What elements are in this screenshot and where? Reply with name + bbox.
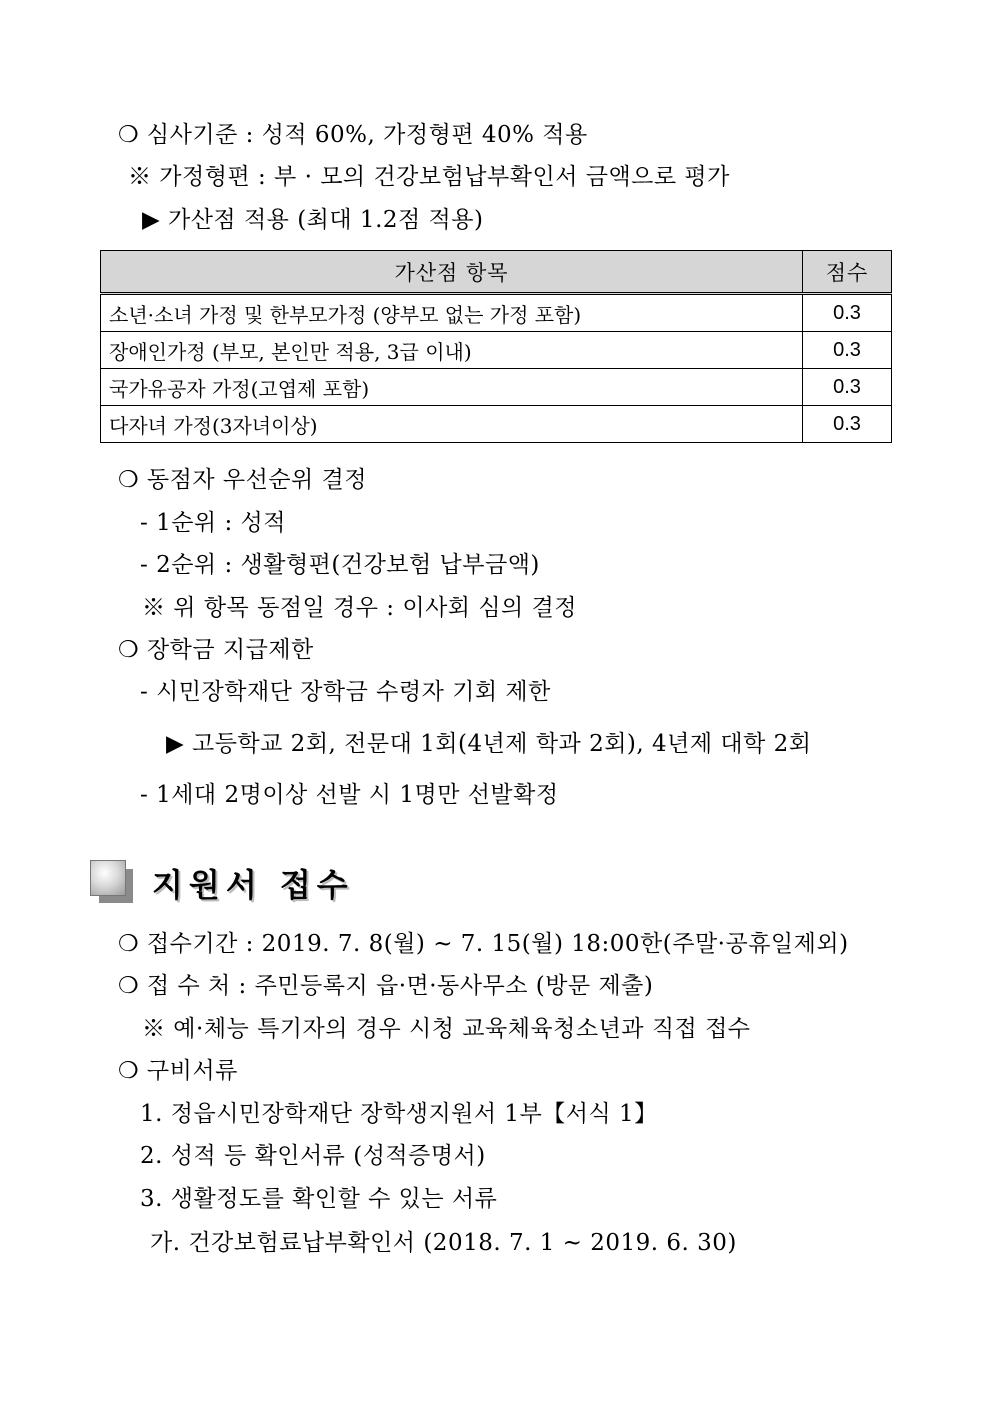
table-row	[101, 406, 892, 443]
limit-rule-2: - 1세대 2명이상 선발 시 1명만 선발확정	[140, 782, 559, 808]
apply-note: ※ 예·체능 특기자의 경우 시청 교육체육청소년과 직접 접수	[142, 1016, 751, 1042]
row-score: 0.3	[803, 369, 892, 406]
doc-2: 2. 성적 등 확인서류 (성적증명서)	[140, 1143, 486, 1169]
family-income-note: ※ 가정형편 : 부 · 모의 건강보험납부확인서 금액으로 평가	[128, 164, 730, 190]
table-row	[101, 369, 892, 406]
row-score: 0.3	[803, 406, 892, 443]
row-score: 0.3	[803, 332, 892, 369]
row-item: 소년·소녀 가정 및 한부모가정 (양부모 없는 가정 포함)	[101, 294, 803, 332]
bonus-points-line: ▶ 가산점 적용 (최대 1.2점 적용)	[142, 207, 484, 233]
table-header-row	[101, 251, 892, 294]
doc-1: 1. 정읍시민장학재단 장학생지원서 1부【서식 1】	[140, 1101, 658, 1127]
tie-note: ※ 위 항목 동점일 경우 : 이사회 심의 결정	[142, 595, 578, 621]
bonus-points-table	[100, 250, 892, 443]
row-item: 장애인가정 (부모, 본인만 적용, 3급 이내)	[101, 332, 803, 369]
doc-3: 3. 생활정도를 확인할 수 있는 서류	[140, 1186, 498, 1212]
apply-period: ❍ 접수기간 : 2019. 7. 8(월) ~ 7. 15(월) 18:00한(주말·공휴일제외)	[118, 931, 849, 957]
tie-rank-1: - 1순위 : 성적	[140, 510, 286, 536]
section-title: 지원서 접수	[152, 866, 354, 904]
tie-rank-2: - 2순위 : 생활형편(건강보험 납부금액)	[140, 552, 540, 578]
apply-place: ❍ 접 수 처 : 주민등록지 읍·면·동사무소 (방문 제출)	[118, 973, 654, 999]
limit-rule-1: - 시민장학재단 장학금 수령자 기회 제한	[140, 679, 551, 705]
table-row	[101, 332, 892, 369]
row-score: 0.3	[803, 294, 892, 332]
limit-heading: ❍ 장학금 지급제한	[118, 637, 314, 663]
row-item: 국가유공자 가정(고엽제 포함)	[101, 369, 803, 406]
header-item: 가산점 항목	[101, 251, 803, 294]
table-row	[101, 294, 892, 332]
heading-square-icon	[90, 860, 126, 896]
doc-3a: 가. 건강보험료납부확인서 (2018. 7. 1 ~ 2019. 6. 30)	[150, 1230, 737, 1256]
docs-heading: ❍ 구비서류	[118, 1058, 238, 1084]
tie-heading: ❍ 동점자 우선순위 결정	[118, 467, 368, 493]
row-item: 다자녀 가정(3자녀이상)	[101, 406, 803, 443]
header-score: 점수	[803, 251, 892, 294]
criteria-line: ❍ 심사기준 : 성적 60%, 가정형편 40% 적용	[118, 122, 588, 148]
limit-detail: ▶ 고등학교 2회, 전문대 1회(4년제 학과 2회), 4년제 대학 2회	[166, 731, 812, 757]
